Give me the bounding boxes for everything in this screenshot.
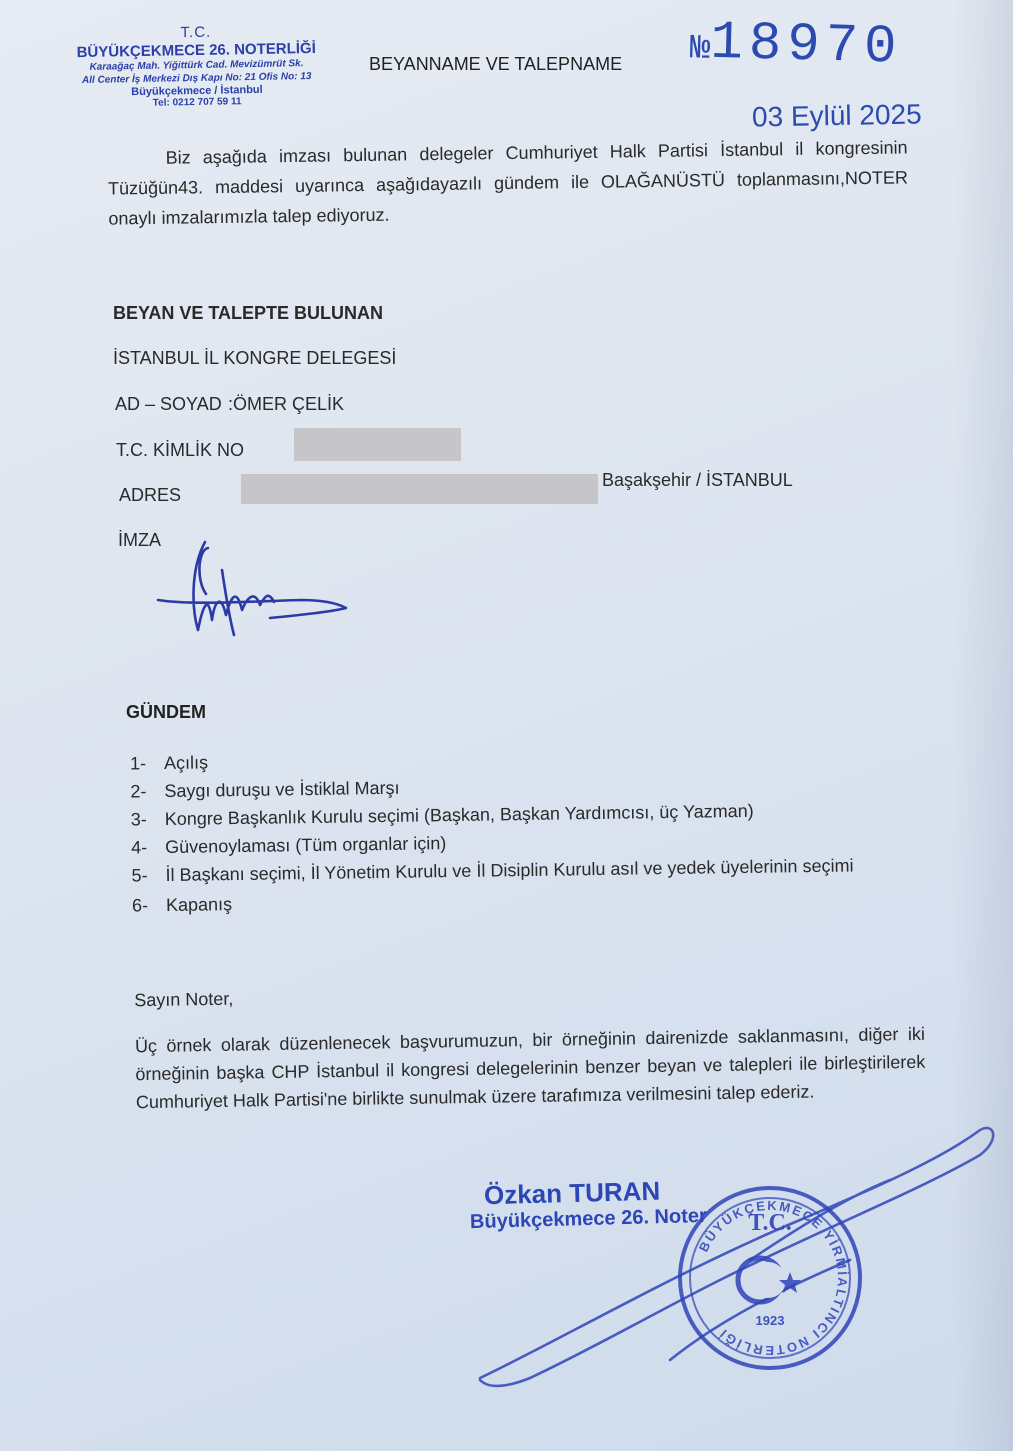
- declarant-signature: [150, 530, 360, 670]
- agenda-item: [132, 881, 922, 918]
- agenda-item-text: Güvenoylaması (Tüm organlar için): [165, 833, 447, 858]
- agenda-item-text: Açılış: [163, 752, 209, 774]
- number-sign: №: [689, 30, 711, 69]
- agenda-item-number: 4-: [131, 837, 148, 858]
- address-value: Başakşehir / İSTANBUL: [602, 470, 793, 490]
- stamp-phone: Tel: 0212 707 59 11: [152, 96, 242, 109]
- name-value: :ÖMER ÇELİK: [228, 394, 345, 414]
- intro-paragraph: [107, 132, 908, 233]
- document-title: BEYANNAME VE TALEPNAME: [369, 54, 623, 74]
- stamp-address-line-1: Karaağaç Mah. Yiğittürk Cad. Mevizümrüt Sk.: [89, 58, 304, 73]
- agenda-item-number: 5-: [131, 865, 148, 886]
- official-notary-seal: [672, 1180, 868, 1376]
- salutation: Sayın Noter,: [134, 988, 234, 1011]
- agenda-item-text: Kapanış: [165, 894, 233, 916]
- stamp-city: Büyükçekmece / İstanbul: [131, 83, 263, 99]
- document-number: 18970: [709, 12, 904, 79]
- agenda-item-number: 6-: [131, 895, 149, 916]
- declarant-role: İSTANBUL İL KONGRE DELEGESİ: [113, 348, 397, 368]
- intro-text: Biz aşağıda imzası bulunan delegeler Cumhuriyet Halk Partisi İstanbul il kongresinin Tüzüğün43. maddesi uyarınca aşağıdayazılı gündem ile OLAĞANÜSTÜ toplanmasını,NOTER onaylı imzalarımızla talep ediyoruz.: [107, 137, 909, 229]
- stamp-tc: T.C.: [180, 23, 212, 42]
- id-number-label: T.C. KİMLİK NO: [116, 440, 245, 460]
- stamp-address-line-2: All Center İş Merkezi Dış Kapı No: 21 Ofis No: 13: [81, 70, 312, 87]
- stamp-office-name: BÜYÜKÇEKMECE 26. NOTERLİĞİ: [76, 39, 316, 62]
- document-number-stamp: [689, 13, 903, 79]
- id-number-redaction: [294, 428, 461, 461]
- signature-label: İMZA: [118, 530, 161, 550]
- document-date-stamp: 03 Eylül 2025: [751, 98, 922, 133]
- address-redaction: [241, 474, 598, 504]
- declarant-heading: BEYAN VE TALEPTE BULUNAN: [113, 303, 384, 323]
- agenda-item-text: İl Başkanı seçimi, İl Yönetim Kurulu ve İl Disiplin Kurulu asıl ve yedek üyelerinin seçimi: [165, 855, 854, 886]
- address-label: ADRES: [119, 485, 182, 505]
- seal-ring-text: BÜYÜKÇEKMECE YİRMİALTINCI NOTERLİĞİ: [695, 1197, 851, 1359]
- seal-tc: T.C.: [748, 1210, 792, 1236]
- agenda-list: [130, 739, 922, 920]
- notary-header-stamp: [73, 22, 319, 110]
- name-label: AD – SOYAD: [115, 394, 222, 414]
- agenda-heading: GÜNDEM: [126, 702, 206, 722]
- agenda-item-number: 3-: [130, 809, 147, 830]
- notary-office: Büyükçekmece 26. Noter: [469, 1204, 708, 1234]
- closing-paragraph: Üç örnek olarak düzenlenecek başvurumuzun, bir örneğinin dairenizde saklanmasını, diğer iki örneğinin başka CHP İstanbul il kongresi delegelerinin benzer beyan ve talepleri ile birleştirilerek Cumhuriyet Halk Partisi'ne birlikte sunulmak üzere tarafımıza verilmesini talep ederiz.: [134, 1023, 926, 1113]
- agenda-item-text: Kongre Başkanlık Kurulu seçimi (Başkan, Başkan Yardımcısı, üç Yazman): [164, 800, 754, 830]
- notary-name: Özkan TURAN: [483, 1175, 661, 1211]
- agenda-item-text: Saygı duruşu ve İstiklal Marşı: [164, 777, 400, 802]
- closing-section: [134, 974, 926, 1116]
- agenda-item-number: 1-: [129, 753, 147, 774]
- seal-year: 1923: [755, 1313, 785, 1328]
- agenda-item-number: 2-: [130, 781, 147, 802]
